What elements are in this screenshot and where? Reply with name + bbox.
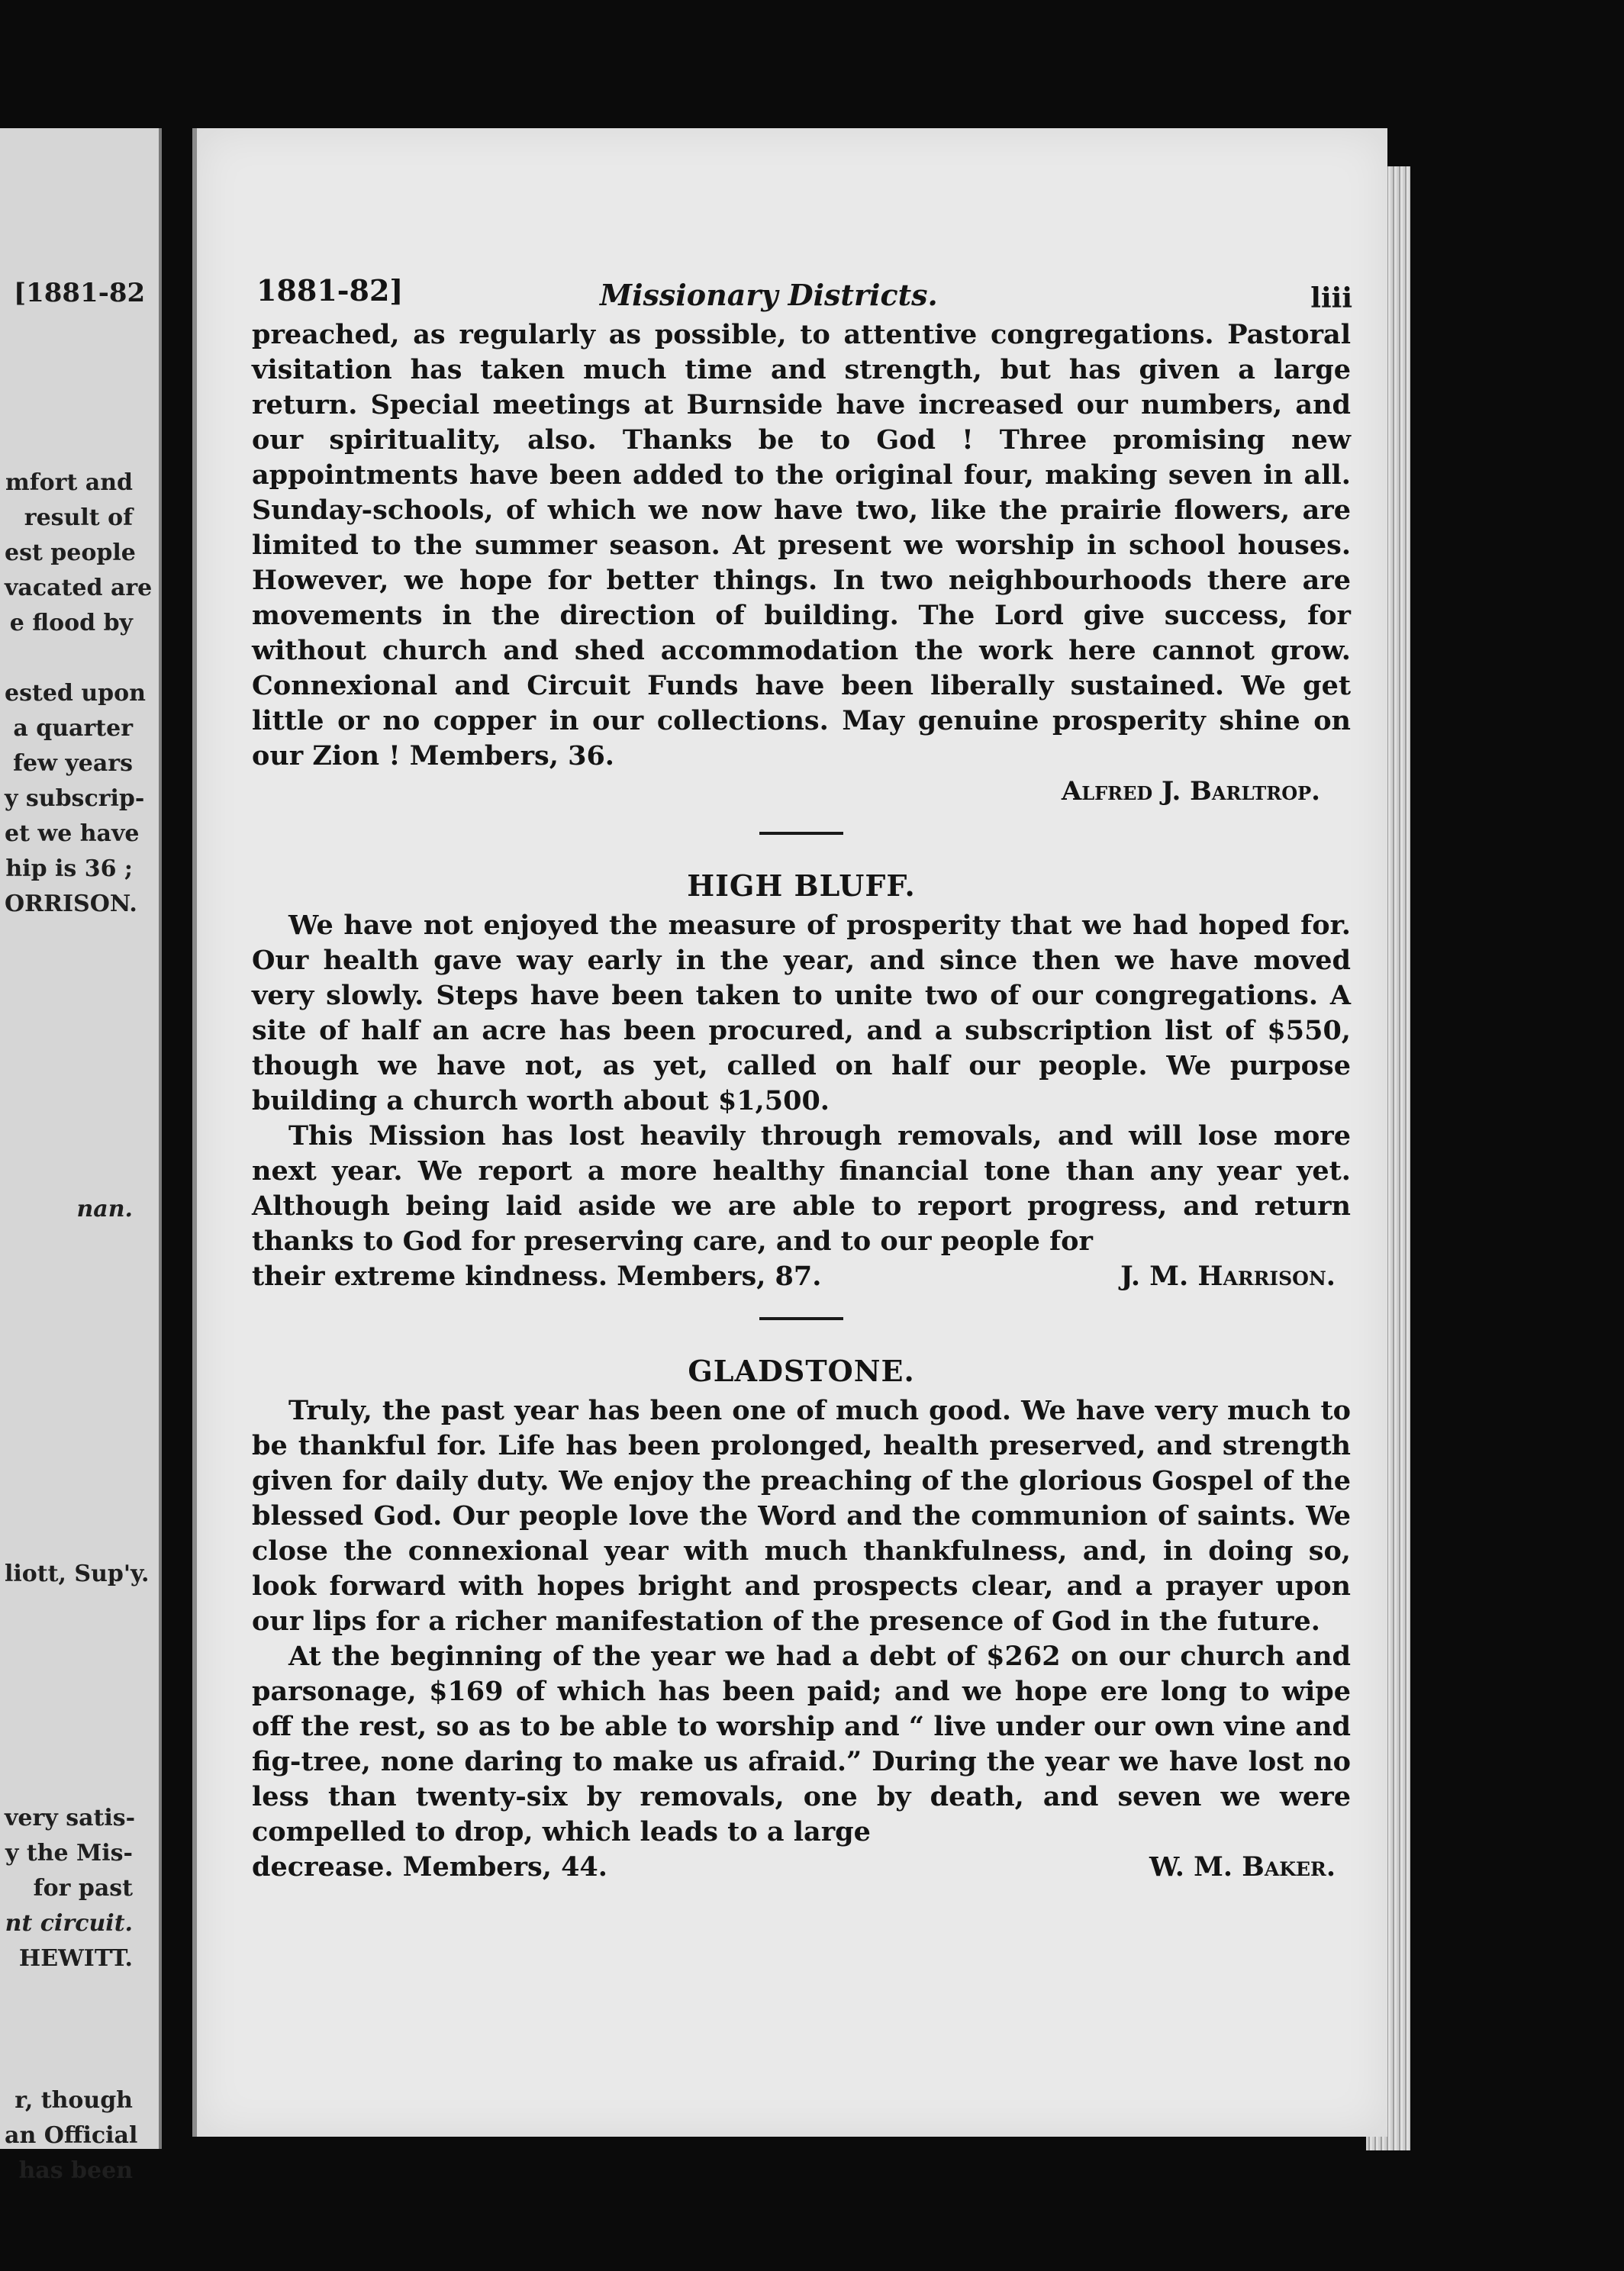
heading-high-bluff: HIGH BLUFF. xyxy=(687,868,916,903)
signature-baker: W. M. Baker. xyxy=(1149,1851,1336,1883)
facing-page-line: est people xyxy=(5,540,136,566)
continued-paragraph: preached, as regularly as possible, to attentive congregations. Pastoral visitation has taken much time and strength, but has given a large return. Special meetings at Burnside have increased our numbers, and our spirituality, also. Thanks be to God ! Three promising new appointments have been added to the original four, making seven in all. Sunday-schools, of which we now have two, like the prairie flowers, are limited to the summer season. At present we worship in school houses. However, we hope for better things. In two neighbourhoods there are movements in the direction of building. The Lord give success, for without church and shed accommodation the work here cannot grow. Connexional and Circuit Funds have been liberally sustained. We get little or no copper in our collections. May genuine prosperity shine on our Zion ! Members, 36. xyxy=(252,319,1351,771)
facing-page-line: y subscrip- xyxy=(5,785,145,812)
facing-page-line: an Official xyxy=(5,2122,138,2149)
heading-gladstone: GLADSTONE. xyxy=(688,1354,915,1388)
signature-harrison: J. M. Harrison. xyxy=(1120,1261,1336,1292)
high-bluff-paragraph-2: This Mission has lost heavily through removals, and will lose more next year. We report a more healthy financial tone than any year yet. Although being laid aside we are able to report progress, and return thanks to God for preserving care, and to our people for xyxy=(252,1120,1351,1257)
gladstone-closing-text: decrease. Members, 44. xyxy=(252,1851,607,1883)
facing-page-line: ested upon xyxy=(5,680,146,707)
facing-page-line: nt circuit. xyxy=(5,1910,133,1937)
facing-page-line: a quarter xyxy=(13,715,133,742)
high-bluff-closing-line xyxy=(252,1259,1351,1294)
facing-page-fragment xyxy=(0,128,162,2184)
facing-page-line: has been xyxy=(18,2157,133,2184)
section-rule xyxy=(759,1317,843,1320)
running-head xyxy=(256,273,1363,314)
facing-page-line: for past xyxy=(33,1875,133,1902)
facing-page-line: vacated are xyxy=(5,575,153,601)
facing-page-line: liott, Sup'y. xyxy=(5,1561,150,1587)
facing-page-line: few years xyxy=(13,750,133,777)
facing-page-line: hip is 36 ; xyxy=(5,855,133,882)
page-body xyxy=(252,317,1351,1885)
facing-page-line: y the Mis- xyxy=(5,1840,133,1867)
facing-page-line: ORRISON. xyxy=(5,891,137,917)
facing-page-header: [1881-82 xyxy=(14,278,146,308)
facing-page-line: e flood by xyxy=(9,610,133,636)
running-head-title: Missionary Districts. xyxy=(600,278,938,312)
signature-barltrop: Alfred J. Barltrop. xyxy=(1061,776,1320,807)
gladstone-paragraph-2: At the beginning of the year we had a debt of $262 on our church and parsonage, $169 of which has been paid; and we hope ere long to wipe off the rest, so as to be able to worship and “ live under our own vine and fig-tree, none daring to make us afraid.” During the year we have lost no less than twenty-six by removals, one by death, and seven we were compelled to drop, which leads to a large xyxy=(252,1641,1351,1847)
page-number: liii xyxy=(1310,282,1352,314)
facing-page-line: HEWITT. xyxy=(18,1945,133,1972)
book-page xyxy=(192,128,1387,2137)
gladstone-paragraph-1: Truly, the past year has been one of much good. We have very much to be thankful for. Life has been prolonged, health preserved, and strength given for daily duty. We enjoy the preaching of the glorious Gospel of the blessed God. Our people love the Word and the communion of saints. We close the connexional year with much thankfulness, and, in doing so, look forward with hopes bright and prospects clear, and a prayer upon our lips for a richer manifestation of the presence of God in the future. xyxy=(252,1395,1351,1637)
facing-page-line: r, though xyxy=(14,2087,133,2114)
facing-page-line: et we have xyxy=(5,820,140,847)
running-head-year: 1881-82] xyxy=(256,273,404,308)
facing-page-line: result of xyxy=(24,504,133,531)
facing-page-line: very satis- xyxy=(5,1805,136,1831)
gladstone-closing-line xyxy=(252,1850,1351,1885)
high-bluff-closing-text: their extreme kindness. Members, 87. xyxy=(252,1261,822,1292)
facing-page-line: nan. xyxy=(76,1196,133,1222)
high-bluff-paragraph-1: We have not enjoyed the measure of prosperity that we had hoped for. Our health gave way early in the year, and since then we have moved very slowly. Steps have been taken to unite two of our congregations. A site of half an acre has been procured, and a subscription list of $550, though we have not, as yet, called on half our people. We purpose building a church worth about $1,500. xyxy=(252,910,1351,1116)
section-rule xyxy=(759,832,843,835)
facing-page-line: mfort and xyxy=(5,469,133,496)
